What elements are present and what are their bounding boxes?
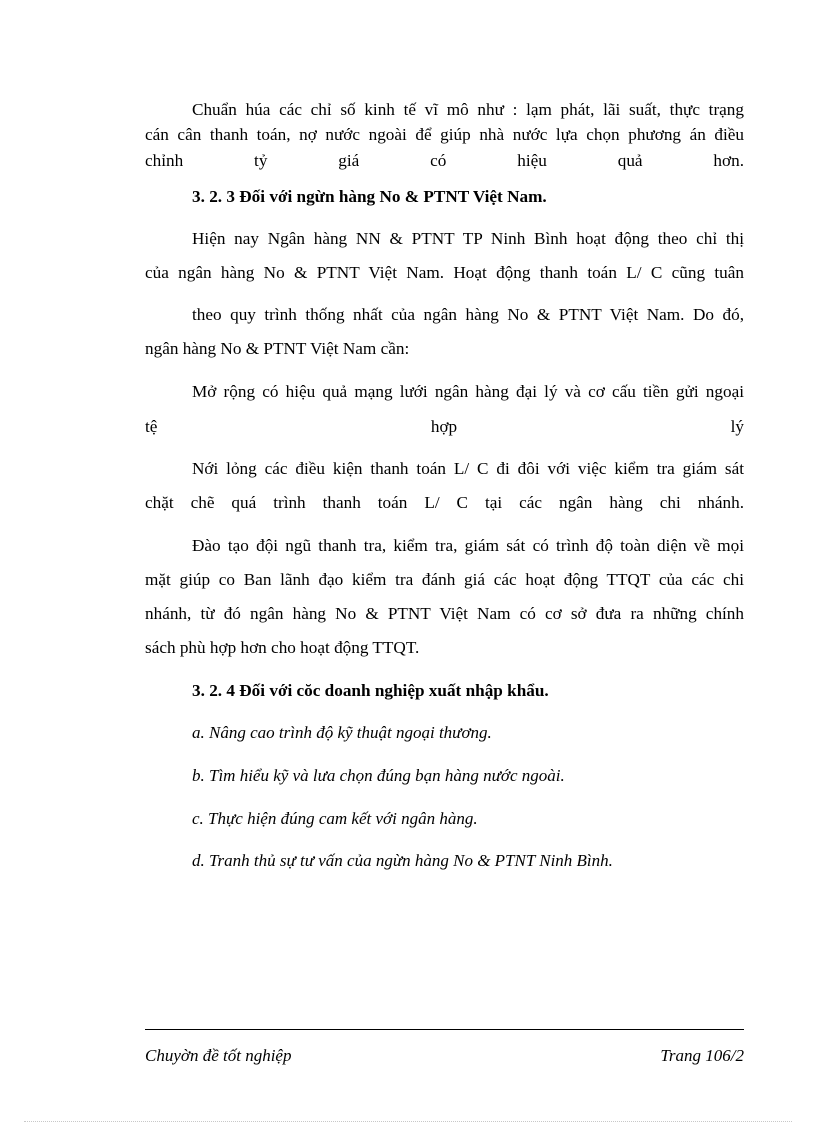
paragraph-5-line-2: mặt giúp co Ban lãnh đạo kiểm tra đánh giá các hoạt động TTQT của các chi [145, 570, 744, 589]
section-heading-3-2-3: 3. 2. 3 Đối với ngừn hàng No & PTNT Việt Nam. [192, 187, 547, 206]
section-heading-3-2-4: 3. 2. 4 Đối với cŏc doanh nghiệp xuất nhập khẩu. [192, 681, 549, 700]
paragraph-2-line-3: theo quy trình thống nhất của ngân hàng No & PTNT Việt Nam. Do đó, [192, 305, 744, 324]
footer-divider [145, 1029, 744, 1030]
page-bottom-edge [24, 1121, 792, 1122]
footer-page-number: Trang 106/2 [660, 1046, 744, 1065]
paragraph-2-line-2: của ngân hàng No & PTNT Việt Nam. Hoạt động thanh toán L/ C cũng tuân [145, 263, 744, 282]
paragraph-4-line-2: chặt chẽ quá trình thanh toán L/ C tại các ngân hàng chi nhánh. [145, 493, 744, 512]
paragraph-3-line-2: tệ hợp lý [145, 417, 744, 436]
footer-title: Chuyờn đề tốt nghiệp [145, 1046, 292, 1065]
paragraph-2-line-4: ngân hàng No & PTNT Việt Nam cần: [145, 339, 410, 358]
list-item-c: c. Thực hiện đúng cam kết với ngân hàng. [192, 809, 478, 828]
paragraph-1-line-1: Chuẩn húa các chỉ số kinh tế vĩ mô như : lạm phát, lãi suất, thực trạng [192, 100, 744, 119]
list-item-a: a. Nâng cao trình độ kỹ thuật ngoại thương. [192, 723, 492, 742]
paragraph-4-line-1: Nới lỏng các điều kiện thanh toán L/ C đi đôi với việc kiểm tra giám sát [192, 459, 744, 478]
paragraph-1-line-2: cán cân thanh toán, nợ nước ngoài để giúp nhà nước lựa chọn phương án điều [145, 125, 744, 144]
list-item-d: d. Tranh thủ sự tư vấn của ngừn hàng No & PTNT Ninh Bình. [192, 851, 613, 870]
paragraph-1-line-3: chỉnh tỷ giá có hiệu quả hơn. [145, 151, 744, 170]
paragraph-5-line-3: nhánh, từ đó ngân hàng No & PTNT Việt Nam có cơ sở đưa ra những chính [145, 604, 744, 623]
paragraph-5-line-4: sách phù hợp hơn cho hoạt động TTQT. [145, 638, 420, 657]
paragraph-2-line-1: Hiện nay Ngân hàng NN & PTNT TP Ninh Bình hoạt động theo chỉ thị [192, 229, 744, 248]
paragraph-5-line-1: Đào tạo đội ngũ thanh tra, kiểm tra, giám sát có trình độ toàn diện về mọi [192, 536, 744, 555]
paragraph-3-line-1: Mở rộng có hiệu quả mạng lưới ngân hàng đại lý và cơ cấu tiền gửi ngoại [192, 382, 744, 401]
list-item-b: b. Tìm hiểu kỹ và lưa chọn đúng bạn hàng nước ngoài. [192, 766, 565, 785]
